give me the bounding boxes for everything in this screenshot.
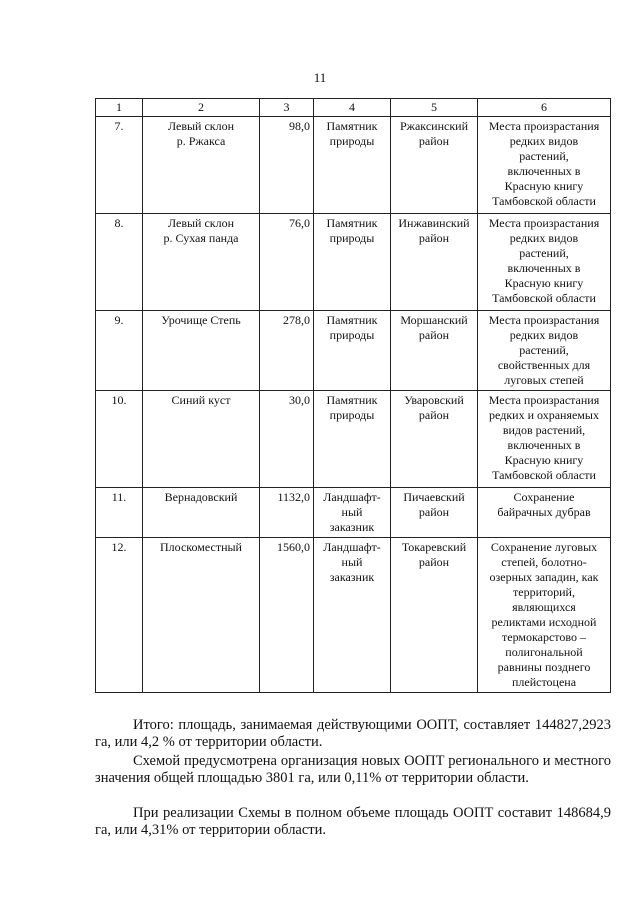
- area-size-cell-text: 76,0: [289, 216, 310, 230]
- purpose-cell: [478, 214, 611, 311]
- area-size-cell: [260, 488, 314, 538]
- category-cell-text: Памятник природы: [326, 393, 378, 422]
- purpose-cell: [478, 117, 611, 214]
- area-size-cell: [260, 311, 314, 391]
- district-cell: [391, 214, 478, 311]
- row-number-cell-text: 7.: [114, 119, 124, 133]
- area-name-cell: [143, 488, 260, 538]
- category-cell-text: Памятник природы: [326, 119, 378, 148]
- header-cell: 1: [96, 99, 143, 117]
- header-cell: 3: [260, 99, 314, 117]
- purpose-cell-text: Сохранение байрачных дубрав: [497, 490, 591, 519]
- area-name-cell-text: Урочище Степь: [161, 313, 241, 327]
- area-name-cell-text: Плоскоместный: [160, 540, 242, 554]
- area-size-cell: [260, 214, 314, 311]
- table-header-row: [96, 99, 611, 117]
- area-name-cell-text: Вернадовский: [164, 490, 238, 504]
- category-cell: [314, 117, 391, 214]
- district-cell-text: Моршанский район: [400, 313, 468, 342]
- area-name-cell-text: Синий куст: [171, 393, 231, 407]
- district-cell: [391, 538, 478, 693]
- category-cell: [314, 488, 391, 538]
- purpose-cell: [478, 488, 611, 538]
- header-cell: 5: [391, 99, 478, 117]
- row-number-cell: [96, 311, 143, 391]
- table-row: [96, 117, 611, 214]
- header-cell: 4: [314, 99, 391, 117]
- category-cell: [314, 391, 391, 488]
- area-name-cell: [143, 214, 260, 311]
- area-name-cell-text: Левый склон р. Ржакса: [167, 119, 235, 148]
- category-cell-text: Ландшафт- ный заказник: [323, 540, 381, 584]
- district-cell: [391, 488, 478, 538]
- district-cell-text: Ржаксинский район: [400, 119, 468, 148]
- row-number-cell: [96, 214, 143, 311]
- row-number-cell: [96, 391, 143, 488]
- row-number-cell-text: 10.: [111, 393, 127, 407]
- page-number: 11: [313, 70, 327, 85]
- row-number-cell-text: 11.: [111, 490, 127, 504]
- purpose-cell: [478, 538, 611, 693]
- row-number-cell-text: 12.: [111, 540, 127, 554]
- category-cell-text: Памятник природы: [326, 216, 378, 245]
- district-cell-text: Уваровский район: [404, 393, 464, 422]
- district-cell: [391, 311, 478, 391]
- summary-paragraph-planned: Схемой предусмотрена организация новых ООПТ регионального и местного значения общей площадью 3801 га, или 0,11% от территории области.: [95, 753, 611, 786]
- protected-areas-table: [95, 98, 611, 693]
- table-row: [96, 311, 611, 391]
- summary-paragraph-result: При реализации Схемы в полном объеме площадь ООПТ составит 148684,9 га, или 4,31% от территории области.: [95, 805, 611, 838]
- area-size-cell-text: 1132,0: [277, 490, 310, 504]
- purpose-cell-text: Места произрастания редких видов растений, свойственных для луговых степей: [488, 313, 600, 387]
- purpose-cell-text: Места произрастания редких видов растений, включенных в Красную книгу Тамбовской области: [488, 216, 600, 305]
- area-name-cell: [143, 117, 260, 214]
- table-row: [96, 538, 611, 693]
- header-cell: 6: [478, 99, 611, 117]
- district-cell-text: Инжавинский район: [398, 216, 470, 245]
- district-cell: [391, 391, 478, 488]
- table-row: [96, 488, 611, 538]
- area-size-cell-text: 278,0: [283, 313, 310, 327]
- area-size-cell-text: 30,0: [289, 393, 310, 407]
- area-size-cell-text: 1560,0: [277, 540, 310, 554]
- row-number-cell: [96, 538, 143, 693]
- district-cell: [391, 117, 478, 214]
- district-cell-text: Токаревский район: [401, 540, 467, 569]
- purpose-cell-text: Сохранение луговых степей, болотно- озерных западин, как территорий, являющихся реликтами исходной термокарстово – полигональной равнины позднего плейстоцена: [489, 540, 599, 689]
- purpose-cell: [478, 311, 611, 391]
- purpose-cell-text: Места произрастания редких и охраняемых видов растений, включенных в Красную книгу Тамбовской области: [488, 393, 600, 482]
- purpose-cell-text: Места произрастания редких видов растений, включенных в Красную книгу Тамбовской области: [488, 119, 600, 208]
- area-size-cell: [260, 117, 314, 214]
- category-cell-text: Памятник природы: [326, 313, 378, 342]
- category-cell: [314, 214, 391, 311]
- row-number-cell: [96, 488, 143, 538]
- area-name-cell-text: Левый склон р. Сухая панда: [163, 216, 239, 245]
- area-name-cell: [143, 538, 260, 693]
- table-row: [96, 391, 611, 488]
- category-cell: [314, 311, 391, 391]
- category-cell-text: Ландшафт- ный заказник: [323, 490, 381, 534]
- row-number-cell-text: 9.: [114, 313, 124, 327]
- area-size-cell: [260, 538, 314, 693]
- row-number-cell: [96, 117, 143, 214]
- purpose-cell: [478, 391, 611, 488]
- category-cell: [314, 538, 391, 693]
- header-cell: 2: [143, 99, 260, 117]
- area-name-cell: [143, 311, 260, 391]
- area-size-cell-text: 98,0: [289, 119, 310, 133]
- area-name-cell: [143, 391, 260, 488]
- row-number-cell-text: 8.: [114, 216, 124, 230]
- area-size-cell: [260, 391, 314, 488]
- summary-paragraph-total: Итого: площадь, занимаемая действующими ООПТ, составляет 144827,2923 га, или 4,2 % от территории области.: [95, 717, 611, 750]
- table-row: [96, 214, 611, 311]
- district-cell-text: Пичаевский район: [403, 490, 465, 519]
